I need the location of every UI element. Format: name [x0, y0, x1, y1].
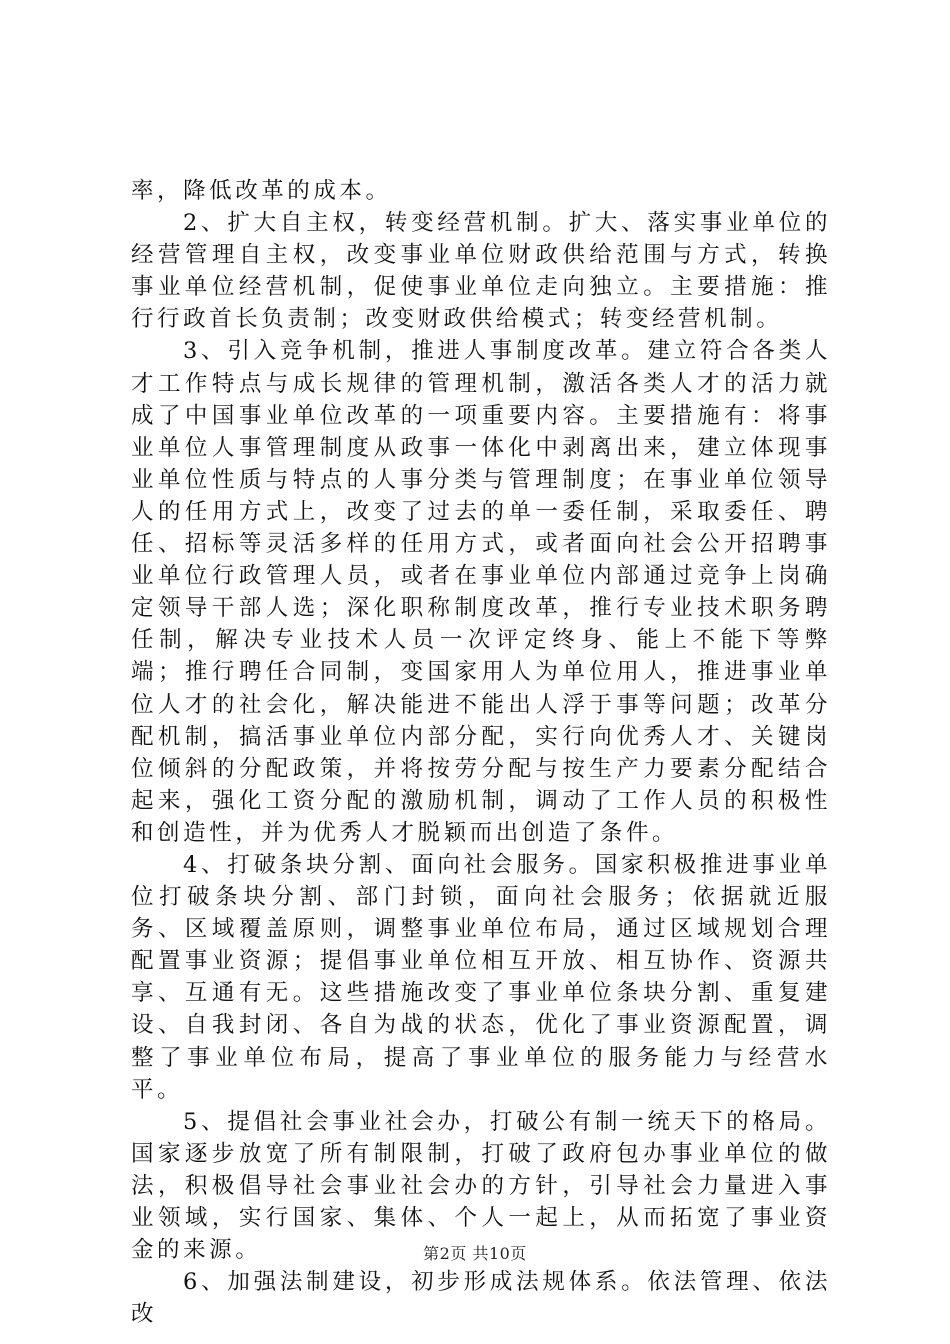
- page-number-footer: 第2页 共10页: [423, 1244, 527, 1263]
- paragraph-item-4: 4、打破条块分割、面向社会服务。国家积极推进事业单位打破条块分割、部门封锁，面向社会服务；依据就近服务、区域覆盖原则，调整事业单位布局，通过区域规划合理配置事业资源；提倡事业单位相互开放、相互协作、资源共享、互通有无。这些措施改变了事业单位条块分割、重复建设、自我封闭、各自为战的状态，优化了事业资源配置，调整了事业单位布局，提高了事业单位的服务能力与经营水平。: [131, 851, 831, 1103]
- paragraph-item-6: 6、加强法制建设，初步形成法规体系。依法管理、依法改: [131, 1269, 831, 1328]
- paragraph-item-3: 3、引入竞争机制，推进人事制度改革。建立符合各类人才工作特点与成长规律的管理机制，激活各类人才的活力就成了中国事业单位改革的一项重要内容。主要措施有：将事业单位人事管理制度从政事一体化中剥离出来，建立体现事业单位性质与特点的人事分类与管理制度；在事业单位领导人的任用方式上，改变了过去的单一委任制，采取委任、聘任、招标等灵活多样的任用方式，或者面向社会公开招聘事业单位行政管理人员，或者在事业单位内部通过竞争上岗确定领导干部人选；深化职称制度改革，推行专业技术职务聘任制，解决专业技术人员一次评定终身、能上不能下等弊端；推行聘任合同制，变国家用人为单位用人，推进事业单位人才的社会化，解决能进不能出人浮于事等问题；改革分配机制，搞活事业单位内部分配，实行向优秀人才、关键岗位倾斜的分配政策，并将按劳分配与按生产力要素分配结合起来，强化工资分配的激励机制，调动了工作人员的积极性和创造性，并为优秀人才脱颖而出创造了条件。: [131, 338, 831, 846]
- paragraph-item-5: 5、提倡社会事业社会办，打破公有制一统天下的格局。国家逐步放宽了所有制限制，打破了政府包办事业单位的做法，积极倡导社会事业社会办的方针，引导社会力量进入事业领域，实行国家、集体、个人一起上，从而拓宽了事业资金的来源。: [131, 1108, 831, 1264]
- paragraph-continuation: 率，降低改革的成本。: [131, 178, 392, 204]
- document-body: [131, 175, 831, 1330]
- paragraph-item-2: 2、扩大自主权，转变经营机制。扩大、落实事业单位的经营管理自主权，改变事业单位财政供给范围与方式，转换事业单位经营机制，促使事业单位走向独立。主要措施：推行行政首长负责制；改变财政供给模式；转变经营机制。: [131, 210, 831, 333]
